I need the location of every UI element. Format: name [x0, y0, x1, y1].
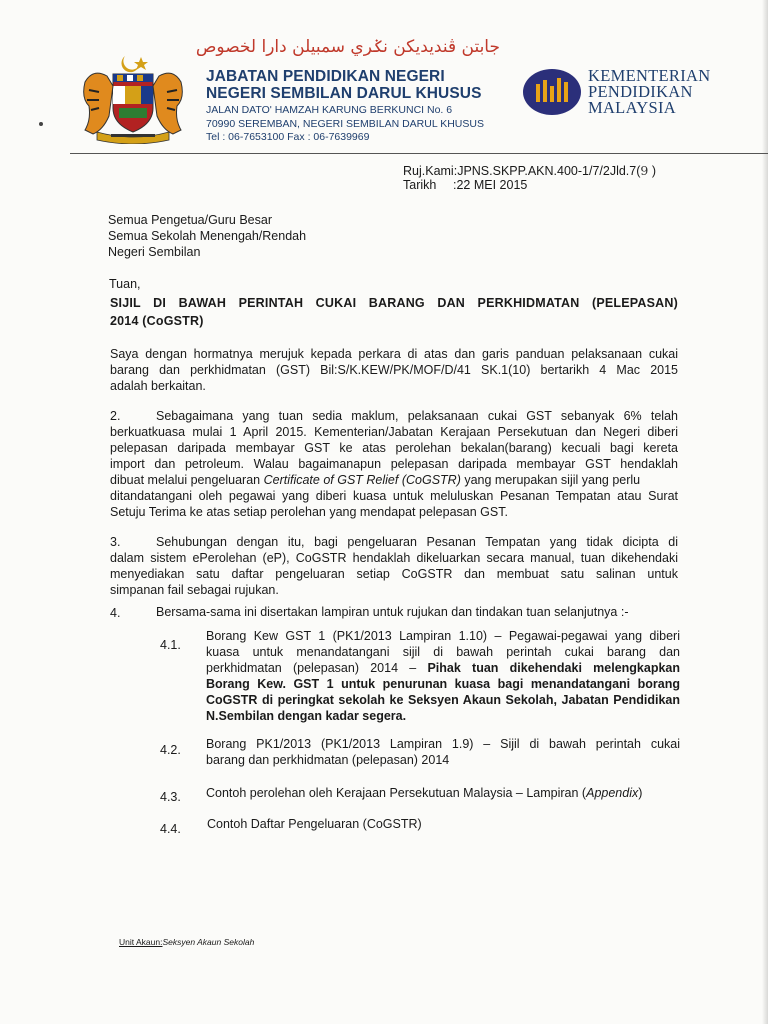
- org-name-line2: NEGERI SEMBILAN DARUL KHUSUS: [206, 85, 482, 102]
- recipient-line3: Negeri Sembilan: [108, 245, 201, 259]
- item41-line6: N.Sembilan dengan kadar segera.: [206, 709, 407, 723]
- org-name-line1: JABATAN PENDIDIKAN NEGERI: [206, 68, 445, 85]
- ministry-line3: MALAYSIA: [588, 98, 676, 117]
- item41-number: 4.1.: [160, 638, 181, 652]
- item41-line3-bold: Pihak tuan dikehendaki melengkapkan: [427, 661, 681, 675]
- jawi-letterhead: جابتن ڤنديديکن نݢري سمبيلن دارا لخصوص: [195, 37, 500, 57]
- reference-value: JPNS.SKPP.AKN.400-1/7/2Jld.7(: [457, 164, 641, 178]
- footer-unit: [119, 937, 254, 947]
- para2-line7: Setuju Terima ke atas setiap perolehan yang mendapat pelepasan GST.: [110, 505, 508, 519]
- item41-line5: CoGSTR di peringkat sekolah ke Seksyen Akaun Sekolah, Jabatan Pendidikan: [206, 693, 680, 707]
- para3-line1: Sehubungan dengan itu, bagi pengeluaran Pesanan Tempatan yang tidak dicipta di: [156, 535, 678, 549]
- recipient-line2: Semua Sekolah Menengah/Rendah: [108, 229, 307, 243]
- salutation: Tuan,: [109, 277, 141, 291]
- address-line2: 70990 SEREMBAN, NEGERI SEMBILAN DARUL KHUSUS: [206, 118, 484, 130]
- item43-line-post: ): [638, 786, 643, 800]
- para3-number: 3.: [110, 535, 121, 549]
- subject-line2: 2014 (CoGSTR): [110, 314, 204, 328]
- para2-line5-pre: dibuat melalui pengeluaran: [110, 473, 264, 487]
- reference-date: [403, 178, 527, 192]
- reference-number: [403, 163, 656, 178]
- para2-line5-italic: Certificate of GST Relief (CoGSTR): [263, 473, 461, 487]
- item43-line-italic: Appendix: [586, 786, 639, 800]
- para1-line2: barang dan perkhidmatan (GST) Bil:S/K.KEW/PK/MOF/D/41 SK.1(10) bertarikh 4 Mac 2015: [110, 363, 678, 377]
- item43-line: [206, 786, 642, 800]
- item41-line3-pre: perkhidmatan (pelepasan) 2014 –: [206, 661, 428, 675]
- item41-line2: kuasa untuk menandatangani sijil di bawah perintah cukai barang dan: [206, 645, 680, 659]
- para4-number: 4.: [110, 606, 121, 620]
- recipient-line1: Semua Pengetua/Guru Besar: [108, 213, 272, 227]
- para4-line1: Bersama-sama ini disertakan lampiran untuk rujukan dan tindakan tuan selanjutnya :-: [156, 605, 629, 619]
- para2-line5: [110, 473, 640, 487]
- item42-number: 4.2.: [160, 743, 181, 757]
- item43-line-pre: Contoh perolehan oleh Kerajaan Persekutuan Malaysia – Lampiran (: [206, 786, 587, 800]
- item41-line4: Borang Kew. GST 1 untuk penurunan kuasa bagi menandatangani borang: [206, 677, 680, 691]
- para2-line4: import dan petroleum. Walau bagaimanapun pelepasan daripada membayar GST hendaklah: [110, 457, 678, 471]
- ministry-name: [588, 68, 710, 116]
- footer-unit-value: Seksyen Akaun Sekolah: [162, 937, 255, 947]
- para3-line4: simpanan fail sebagai rujukan.: [110, 583, 279, 597]
- letterhead-divider: [70, 153, 768, 154]
- item41-line3: [206, 661, 680, 675]
- address-line1: JALAN DATO' HAMZAH KARUNG BERKUNCI No. 6: [206, 104, 453, 116]
- para2-line3: pelepasan daripada membayar GST ke atas perolehan bekalan(barang) kecuali bagi kereta: [110, 441, 678, 455]
- item41-line1: Borang Kew GST 1 (PK1/2013 Lampiran 1.10) – Pegawai-pegawai yang diberi: [206, 629, 680, 643]
- para3-line2: dalam sistem ePerolehan (eP), CoGSTR hendaklah dikeluarkan secara manual, tuan dikehendaki: [110, 551, 678, 565]
- contact-line: Tel : 06-7653100 Fax : 06-7639969: [206, 131, 370, 143]
- ministry-logo-icon: [522, 68, 582, 116]
- reference-handwritten-number: 9: [640, 163, 649, 178]
- para2-line6: ditandatangani oleh pegawai yang diberi kuasa untuk meluluskan Pesanan Tempatan atau Surat: [110, 489, 678, 503]
- item42-line1: Borang PK1/2013 (PK1/2013 Lampiran 1.9) – Sijil di bawah perintah cukai: [206, 737, 680, 751]
- ministry-line1: KEMENTERIAN: [588, 66, 711, 85]
- reference-close: ): [648, 164, 656, 178]
- reference-label: Ruj.Kami:: [403, 164, 458, 178]
- para2-number: 2.: [110, 409, 121, 423]
- para1-line1: Saya dengan hormatnya merujuk kepada perkara di atas dan garis panduan pelaksanaan cukai: [110, 347, 678, 361]
- para2-line2: berkuatkuasa mulai 1 April 2015. Kementerian/Jabatan Kerajaan Persekutuan dan Negeri diberi: [110, 425, 678, 439]
- footer-unit-label: Unit Akaun:: [119, 937, 163, 947]
- item43-number: 4.3.: [160, 790, 181, 804]
- item44-number: 4.4.: [160, 822, 181, 836]
- para1-line3: adalah berkaitan.: [110, 379, 206, 393]
- item44-line1: Contoh Daftar Pengeluaran (CoGSTR): [207, 817, 422, 831]
- date-value: :22 MEI 2015: [453, 178, 528, 192]
- punch-mark: [39, 122, 43, 126]
- date-label: Tarikh: [403, 178, 437, 192]
- ministry-line2: PENDIDIKAN: [588, 82, 693, 101]
- item42-line2: barang dan perkhidmatan (pelepasan) 2014: [206, 753, 450, 767]
- para3-line3: menyediakan satu daftar pengeluaran setiap CoGSTR dan membuat satu salinan untuk: [110, 567, 678, 581]
- para2-line5-post: yang merupakan sijil yang perlu: [460, 473, 641, 487]
- para2-line1: Sebagaimana yang tuan sedia maklum, pelaksanaan cukai GST sebanyak 6% telah: [156, 409, 678, 423]
- coat-of-arms-icon: [75, 52, 191, 144]
- subject-line1: SIJIL DI BAWAH PERINTAH CUKAI BARANG DAN PERKHIDMATAN (PELEPASAN): [110, 296, 678, 310]
